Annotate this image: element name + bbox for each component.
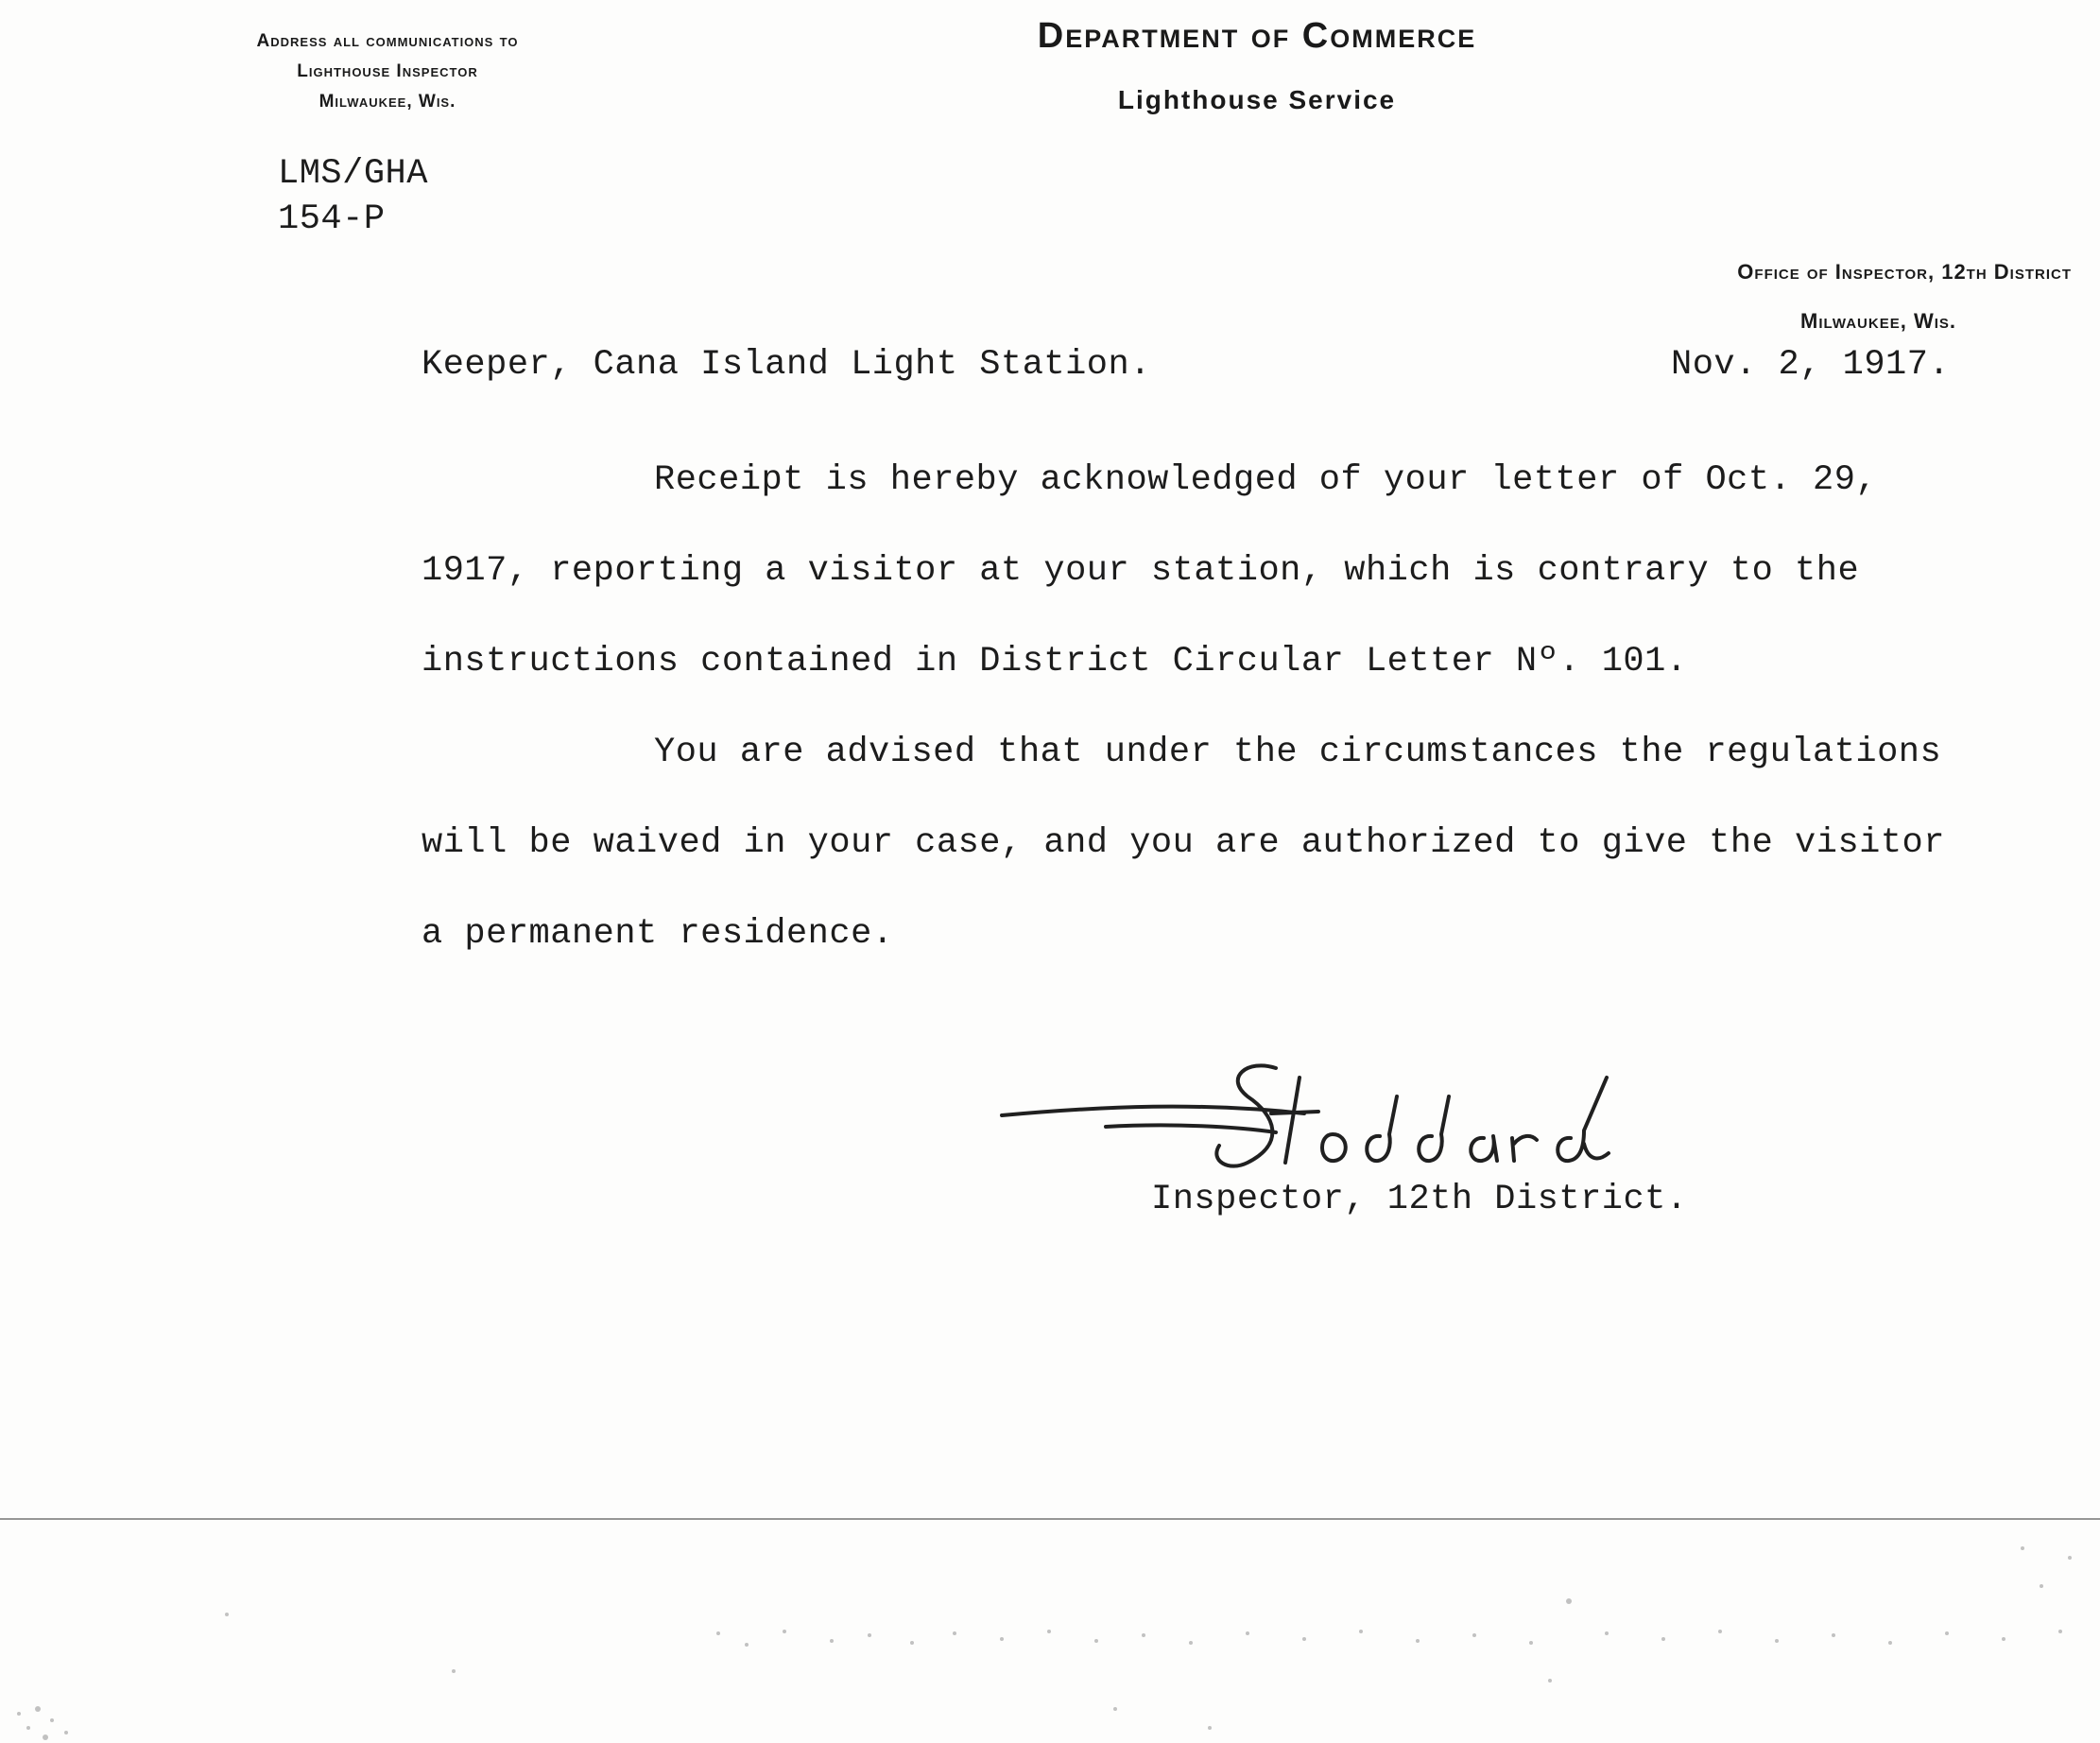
signatory-title: Inspector, 12th District. <box>1151 1180 1688 1219</box>
reference-line: 154-P <box>278 199 386 239</box>
letterhead-address-block <box>180 26 595 117</box>
letterhead-address-line: Milwaukee, Wis. <box>318 92 456 112</box>
addressee: Keeper, Cana Island Light Station. <box>422 345 1151 385</box>
body-line: will be waived in your case, and you are authorized to give the visitor <box>422 823 1945 863</box>
service-heading: Lighthouse Service <box>1117 85 1397 114</box>
reference-code <box>278 151 428 242</box>
body-line: a permanent residence. <box>422 914 894 954</box>
office-block <box>1467 248 2072 346</box>
body-line: instructions contained in District Circular Letter Nº. 101. <box>422 642 1688 682</box>
body-line: Receipt is hereby acknowledged of your letter of Oct. 29, <box>654 460 1878 500</box>
letterhead-address-line: Address all communications to <box>256 31 519 51</box>
body-line: You are advised that under the circumstances the regulations <box>654 733 1942 772</box>
letter-body <box>422 435 2094 979</box>
department-heading: Department of Commerce <box>1037 16 1477 56</box>
letter-date: Nov. 2, 1917. <box>1671 345 1951 385</box>
office-city-line: Milwaukee, Wis. <box>1800 309 1956 333</box>
letterhead-address-line: Lighthouse Inspector <box>297 61 478 81</box>
body-line: 1917, reporting a visitor at your station, which is contrary to the <box>422 551 1860 591</box>
paper-speckle-texture <box>0 1520 2100 1743</box>
handwritten-signature <box>992 1040 1748 1182</box>
reference-line: LMS/GHA <box>278 154 428 194</box>
office-line: Office of Inspector, 12th District <box>1737 260 2072 284</box>
